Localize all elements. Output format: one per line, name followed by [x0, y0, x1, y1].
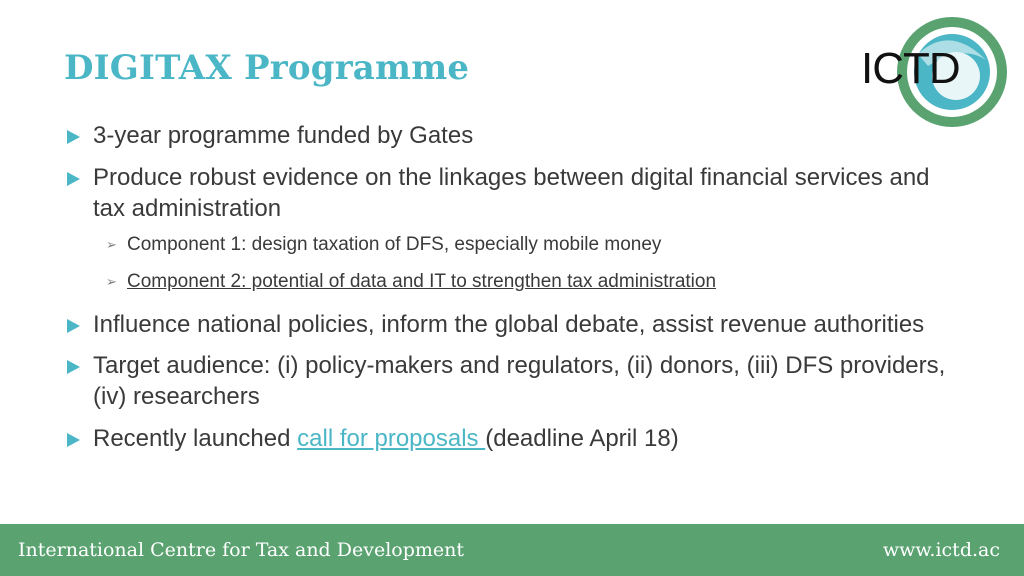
call-for-proposals-link[interactable]: call for proposals	[297, 425, 486, 452]
bullet-item	[64, 120, 964, 151]
triangle-right-icon	[67, 319, 80, 333]
bullet-item	[64, 350, 964, 412]
footer-bar	[0, 524, 1024, 576]
slide-title: DIGITAX Programme	[64, 48, 470, 88]
bullet-text: Produce robust evidence on the linkages between digital financial services and tax administration	[93, 164, 930, 222]
bullet-text: Influence national policies, inform the global debate, assist revenue authorities	[93, 311, 925, 338]
bullet-text-after-link: (deadline April 18)	[485, 425, 679, 452]
footer-website: www.ictd.ac	[882, 539, 1000, 561]
bullet-item	[64, 309, 964, 340]
logo-text: ICTD	[861, 44, 960, 93]
bullet-text: Target audience: (i) policy-makers and regulators, (ii) donors, (iii) DFS providers, (iv) researchers	[93, 352, 946, 410]
triangle-right-icon	[67, 433, 80, 447]
bullet-item	[64, 162, 964, 224]
arrowhead-icon: ➢	[106, 274, 117, 289]
footer-org-name: International Centre for Tax and Development	[18, 539, 465, 561]
triangle-right-icon	[67, 172, 80, 186]
triangle-right-icon	[67, 360, 80, 374]
sub-bullet-text: Component 1: design taxation of DFS, especially mobile money	[127, 234, 662, 255]
triangle-right-icon	[67, 130, 80, 144]
bullet-item	[64, 423, 964, 454]
bullet-text-before-link: Recently launched	[93, 425, 298, 452]
sub-bullet-item	[64, 269, 964, 295]
bullet-text: 3-year programme funded by Gates	[93, 122, 474, 149]
sub-bullet-item	[64, 232, 964, 258]
bullet-list	[64, 118, 964, 454]
arrowhead-icon: ➢	[106, 237, 117, 252]
sub-bullet-text: Component 2: potential of data and IT to strengthen tax administration	[127, 271, 717, 292]
